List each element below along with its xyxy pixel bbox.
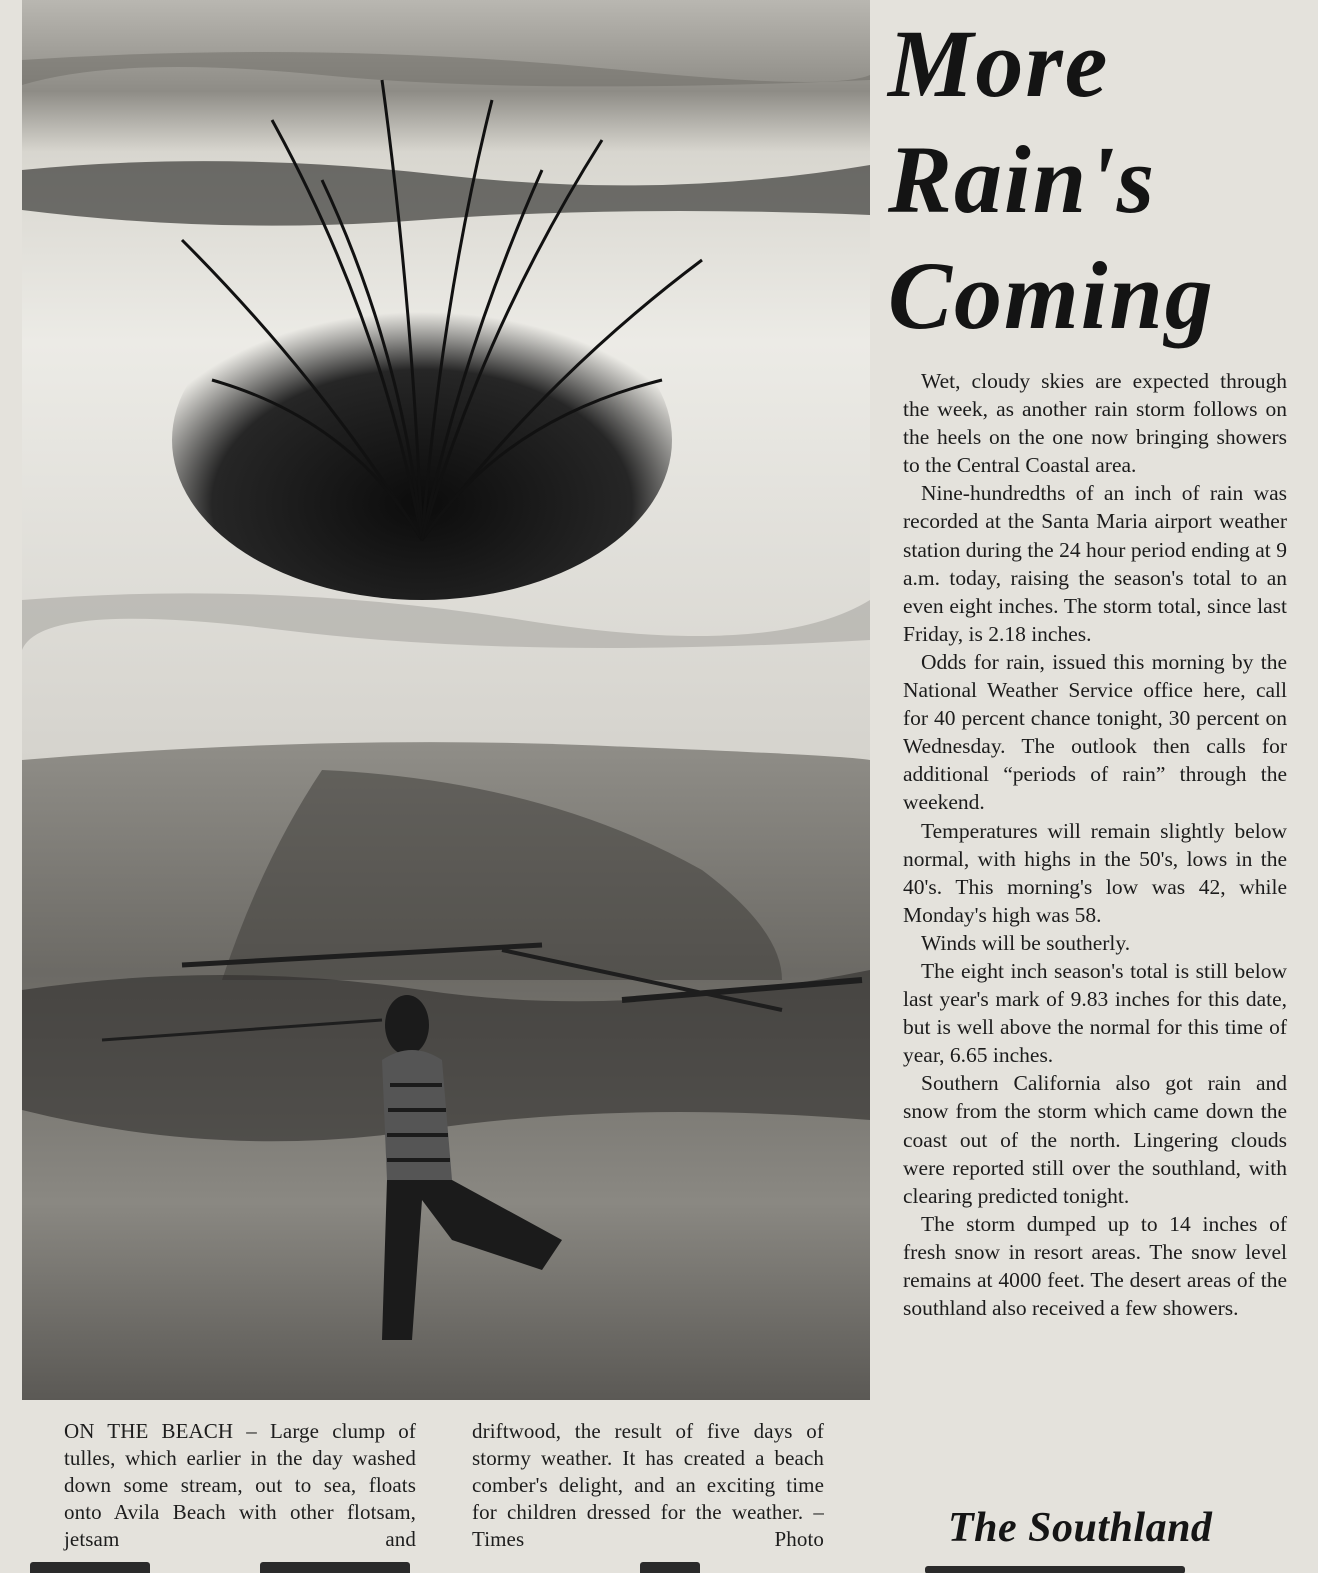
section-subhead: The Southland: [948, 1505, 1213, 1551]
photo-caption-right-text: driftwood, the result of five days of stormy weather. It has created a beach comber's delight, and an exciting time for children dressed for the weather.: [472, 1419, 824, 1524]
cropped-text-fragment: [30, 1562, 150, 1573]
beach-photo: [22, 0, 870, 1400]
cropped-text-fragment: [925, 1566, 1185, 1573]
article-paragraph: Southern California also got rain and snow from the storm which came down the coast out of the north. Lingering clouds were reported still over the southland, with clearing predicted tonight.: [903, 1071, 1287, 1208]
photo-caption-left: ON THE BEACH – Large clump of tulles, which earlier in the day washed down some stream, out to sea, floats onto Avila Beach with other flotsam, jetsam and: [64, 1419, 416, 1551]
article-paragraph: Nine-hundredths of an inch of rain was recorded at the Santa Maria airport weather station during the 24 hour period ending at 9 a.m. today, raising the season's total to an even eight inches. The storm total, since last Friday, is 2.18 inches.: [903, 481, 1287, 646]
headline-line-1: More: [888, 10, 1110, 117]
beach-photo-image: [22, 0, 870, 1400]
article-paragraph: Winds will be southerly.: [921, 930, 1131, 955]
cropped-text-fragment: [640, 1562, 700, 1573]
article-paragraph: Odds for rain, issued this morning by the National Weather Service office here, call for 40 percent chance tonight, 30 percent on Wednesday. The outlook then calls for additional “periods of rain” through the weekend.: [903, 649, 1287, 815]
headline-line-3: Coming: [888, 242, 1215, 349]
article-paragraph: Wet, cloudy skies are expected through the week, as another rain storm follows on the heels on the one now bringing showers to the Central Coastal area.: [903, 369, 1287, 478]
article-body: [903, 367, 1287, 1322]
photo-credit: –Times Photo: [472, 1500, 824, 1551]
article-paragraph: The eight inch season's total is still below last year's mark of 9.83 inches for this date, but is well above the normal for this time of year, 6.65 inches.: [903, 958, 1287, 1068]
headline: [888, 6, 1308, 354]
article-paragraph: Temperatures will remain slightly below normal, with highs in the 50's, lows in the 40's. This morning's low was 42, while Monday's high was 58.: [903, 818, 1287, 927]
article-paragraph: The storm dumped up to 14 inches of fresh snow in resort areas. The snow level remains at 4000 feet. The desert areas of the southland also received a few showers.: [903, 1211, 1287, 1321]
cropped-next-row: [0, 1556, 1318, 1573]
headline-line-2: Rain's: [888, 126, 1157, 233]
cropped-text-fragment: [260, 1562, 410, 1573]
photo-caption-right: [472, 1418, 824, 1553]
